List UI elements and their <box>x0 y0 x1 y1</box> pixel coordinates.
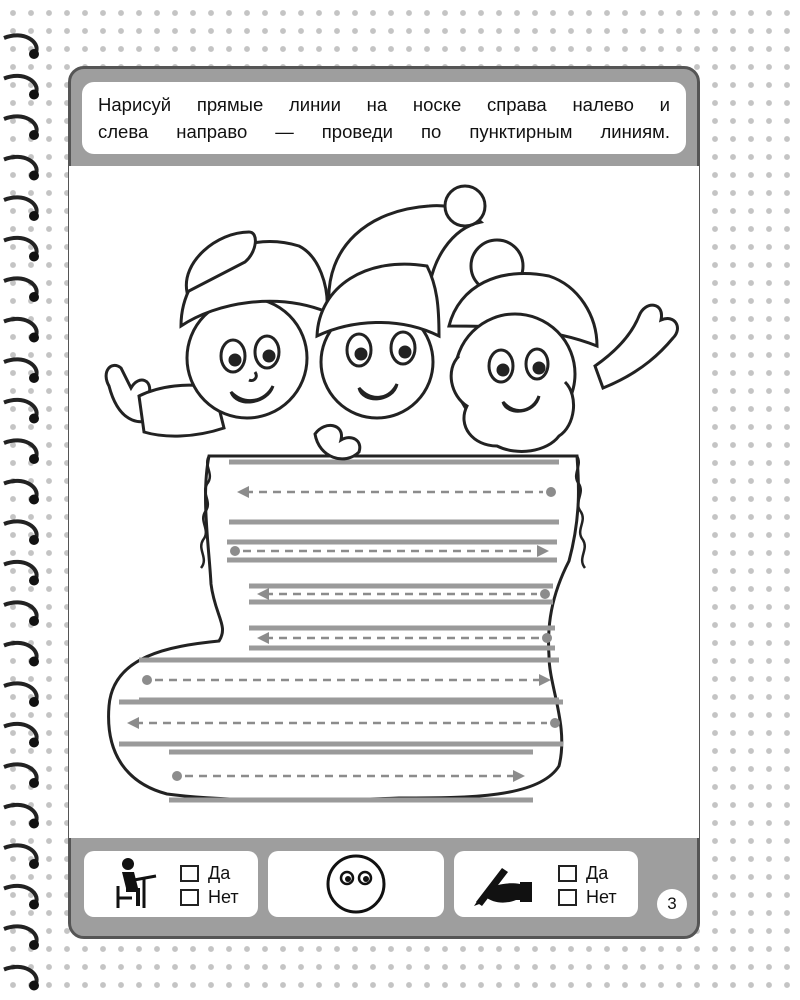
instruction-line-2: слева направо — проведи по пунктирным линиям. <box>98 121 670 142</box>
spiral-binding <box>0 0 60 1000</box>
spiral-hole <box>29 981 39 991</box>
spiral-ring <box>4 764 37 781</box>
spiral-ring <box>4 76 37 93</box>
picture-area <box>69 166 699 838</box>
no-option[interactable] <box>180 885 239 909</box>
spiral-hole <box>29 333 39 343</box>
spiral-ring <box>4 724 37 741</box>
spiral-ring <box>4 602 37 619</box>
spiral-ring <box>4 886 37 903</box>
spiral-ring <box>4 238 37 255</box>
spiral-hole <box>29 778 39 788</box>
spiral-ring <box>4 197 37 214</box>
spiral-ring <box>4 359 37 376</box>
spiral-hole <box>29 171 39 181</box>
yes-checkbox[interactable] <box>180 865 199 882</box>
spiral-ring <box>4 481 37 498</box>
child-at-desk-icon <box>114 856 162 914</box>
spiral-hole <box>29 130 39 140</box>
writing-panel <box>454 851 638 917</box>
spiral-ring <box>4 440 37 457</box>
no-label: Нет <box>208 887 239 907</box>
start-dot <box>540 589 550 599</box>
spiral-hole <box>29 900 39 910</box>
spiral-ring <box>4 400 37 417</box>
spiral-hole <box>29 454 39 464</box>
spiral-ring <box>4 967 37 984</box>
sitting-posture-panel <box>84 851 258 917</box>
spiral-hole <box>29 616 39 626</box>
spiral-ring <box>4 521 37 538</box>
spiral-hole <box>29 414 39 424</box>
start-dot <box>142 675 152 685</box>
spiral-hole <box>29 292 39 302</box>
spiral-hole <box>29 697 39 707</box>
spiral-ring <box>4 643 37 660</box>
spiral-hole <box>29 657 39 667</box>
spiral-hole <box>29 940 39 950</box>
start-dot <box>230 546 240 556</box>
spiral-hole <box>29 211 39 221</box>
spiral-ring <box>4 926 37 943</box>
spiral-ring <box>4 278 37 295</box>
spiral-hole <box>29 495 39 505</box>
start-dot <box>542 633 552 643</box>
right-child <box>449 240 677 451</box>
yes-option[interactable] <box>180 861 239 885</box>
start-dot <box>550 718 560 728</box>
spiral-ring <box>4 683 37 700</box>
yes-option[interactable] <box>558 861 617 885</box>
spiral-ring <box>4 805 37 822</box>
spiral-ring <box>4 562 37 579</box>
no-label: Нет <box>586 887 617 907</box>
spiral-hole <box>29 535 39 545</box>
spiral-ring <box>4 35 37 52</box>
yes-label: Да <box>208 863 231 883</box>
spiral-hole <box>29 373 39 383</box>
yes-label: Да <box>586 863 609 883</box>
illustration <box>69 166 699 838</box>
spiral-hole <box>29 738 39 748</box>
face-panel <box>268 851 444 917</box>
instruction-text <box>82 82 686 154</box>
instruction-line-1: Нарисуй прямые линии на носке справа налево и <box>98 94 670 115</box>
no-checkbox[interactable] <box>558 889 577 906</box>
left-child <box>106 232 327 436</box>
no-option[interactable] <box>558 885 617 909</box>
no-checkbox[interactable] <box>180 889 199 906</box>
spiral-ring <box>4 157 37 174</box>
spiral-ring <box>4 116 37 133</box>
smiley-face-icon <box>324 852 388 916</box>
spiral-hole <box>29 859 39 869</box>
yes-checkbox[interactable] <box>558 865 577 882</box>
spiral-ring <box>4 319 37 336</box>
spiral-hole <box>29 90 39 100</box>
start-dot <box>172 771 182 781</box>
spiral-hole <box>29 819 39 829</box>
spiral-ring <box>4 845 37 862</box>
writing-hand-icon <box>470 860 534 910</box>
spiral-hole <box>29 252 39 262</box>
spiral-hole <box>29 576 39 586</box>
start-dot <box>546 487 556 497</box>
spiral-hole <box>29 49 39 59</box>
page-number: 3 <box>657 889 687 919</box>
